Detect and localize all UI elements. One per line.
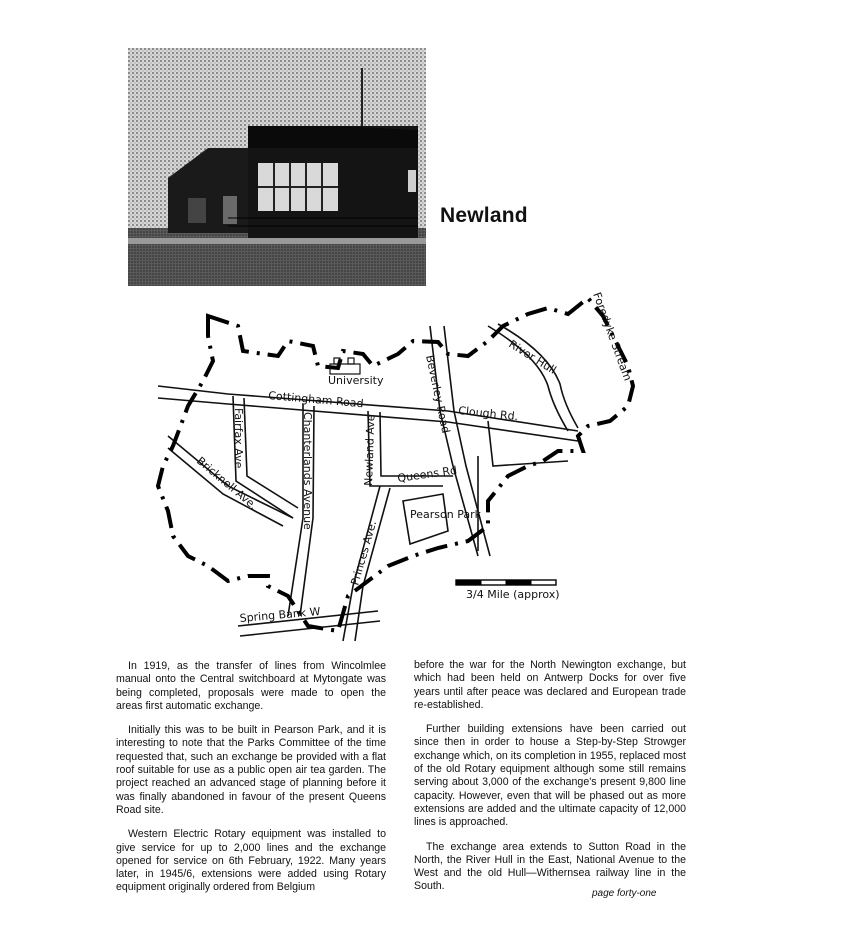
- map-scale-bar: [456, 580, 556, 585]
- label-university: University: [328, 374, 384, 387]
- exchange-boundary: [158, 298, 633, 631]
- label-cottingham-road: Cottingham Road: [267, 389, 365, 411]
- paragraph: The exchange area extends to Sutton Road in the North, the River Hull in the East, National Avenue to the West and the old Hull—Withernsea railway line in the South.: [414, 840, 686, 893]
- label-clough-rd: Clough Rd.: [457, 404, 519, 424]
- label-spring-bank-w: Spring Bank W: [239, 604, 321, 625]
- label-pearson-park: Pearson Park: [410, 508, 481, 521]
- label-foredyke-stream: Foredyke Stream: [590, 290, 635, 383]
- text-column-right: [414, 659, 686, 905]
- paragraph: before the war for the North Newington exchange, but which had been held on Antwerp Docks for over five years until after peace was declared and European trade re-established.: [414, 659, 686, 711]
- paragraph: Further building extensions have been carried out since then in order to house a Step-by-Step Strowger exchange which, on its completion in 1955, replaced most of the old Rotary equipment although some still remains serving about 3,000 of the exchange's present 9,800 line capacity. However, even that will be phased out as more extensions are added and the ultimate capacity of 12,000 lines is approached.: [414, 723, 686, 829]
- label-chanterlands-avenue: Chanterlands Avenue: [301, 412, 314, 530]
- paragraph: In 1919, as the transfer of lines from Wincolmlee manual onto the Central switchboard at Mytongate was being completed, proposals were made to open the areas first automatic exchange.: [116, 660, 386, 712]
- label-fairfax-ave: Fairfax Ave: [232, 408, 245, 469]
- label-bricknell-ave: Bricknell Ave.: [194, 454, 260, 513]
- page-title: Newland: [440, 204, 528, 227]
- label-river-hull: River Hull: [506, 337, 559, 377]
- label-princes-ave: Princes Ave.: [348, 519, 380, 587]
- label-newland-ave: Newland Ave: [362, 414, 378, 487]
- label-scale: 3/4 Mile (approx): [466, 588, 560, 601]
- label-queens-rd: Queens Rd: [396, 463, 458, 485]
- page-number: page forty-one: [592, 888, 657, 899]
- label-beverley-road: Beverley Road: [423, 353, 453, 435]
- exchange-building-photo: [128, 48, 426, 286]
- paragraph: Initially this was to be built in Pearson Park, and it is interesting to note that the Parks Committee of the time requested that, such an exchange be provided with a flat roof suitable for use as a public open air tea garden. The project reached an advanced stage of planning before it was finally abandoned in favour of the present Queens Road site.: [116, 724, 386, 816]
- exchange-area-map: [148, 286, 648, 656]
- text-column-left: [116, 660, 386, 906]
- paragraph: Western Electric Rotary equipment was installed to give service for up to 2,000 lines and the exchange opened for service on 6th February, 1922. Many years later, in 1945/6, extensions were added using Rotary equipment originally ordered from Belgium: [116, 828, 386, 894]
